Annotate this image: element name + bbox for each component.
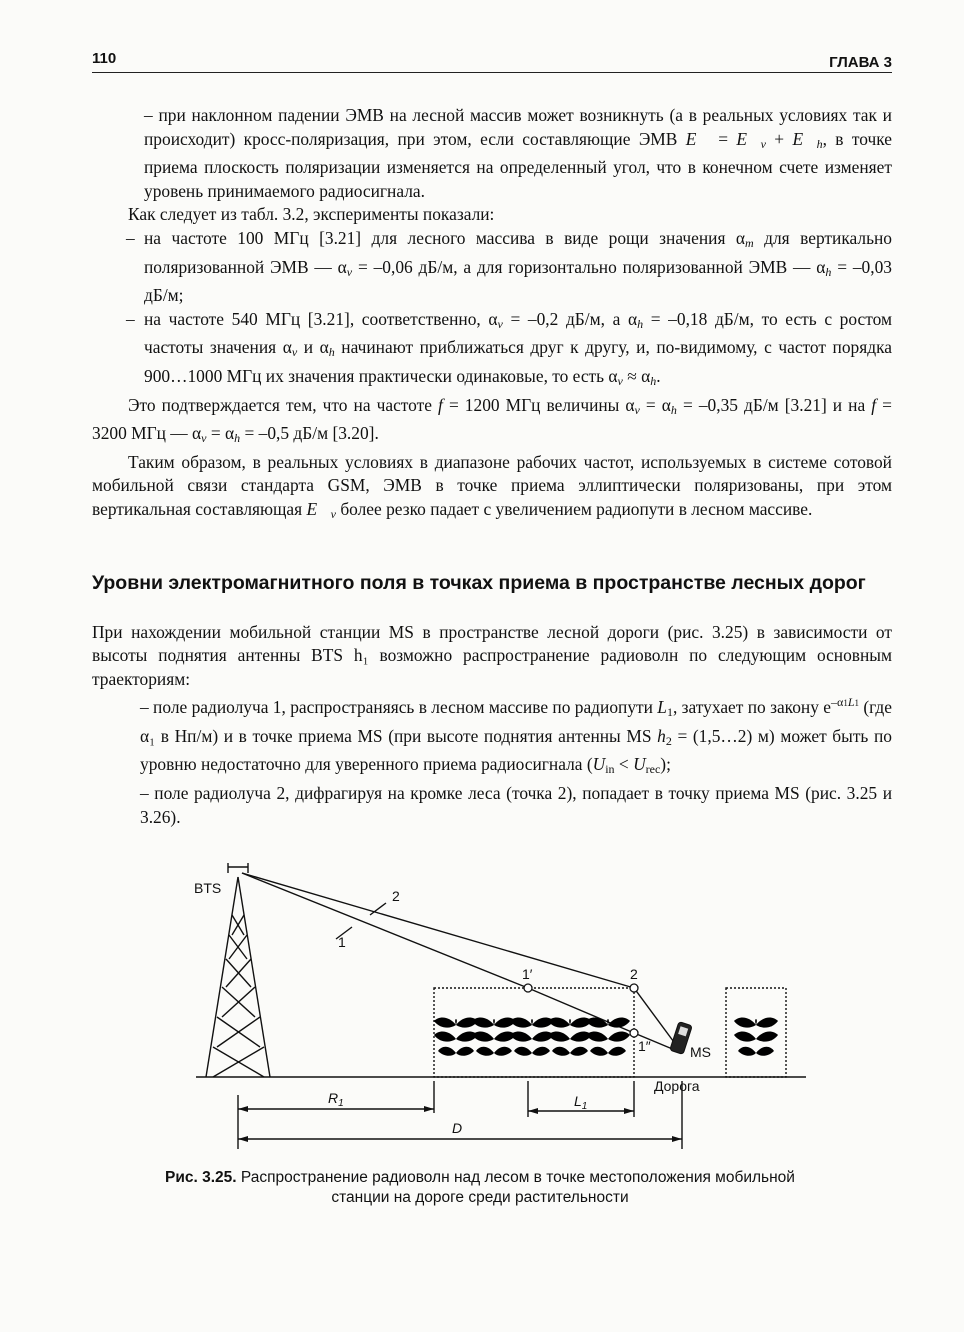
figure-caption <box>160 1168 800 1208</box>
list-item-ray-1: – поле радиолуча 1, распространяясь в лесном массиве по радиопути L1, затухает по закону $e^{-\alpha 1L1}$ (где α₁ в Нп/м) и в точке приема MS (при высоте поднятия антенны MS h2 = (1,5…2) м) может быть по уровню недостаточно для уверенного приема радиосигнала (Uin < Urec); <box>140 695 892 777</box>
point-2 <box>630 984 638 992</box>
forest-block <box>434 988 634 1077</box>
point-1-double-prime <box>630 1029 638 1037</box>
chapter-title: ГЛАВА 3 <box>829 54 892 71</box>
label-road: Дорога <box>654 1078 700 1094</box>
paragraph-ms-location: При нахождении мобильной станции MS в пространстве лесной дороги (рис. 3.25) в зависимости от высоты поднятия антенны BTS h₁ возможно распространение радиоволн по следующим основным траекториям: <box>92 621 892 689</box>
list-item-ray-2: – поле радиолуча 2, дифрагируя на кромке леса (точка 2), попадает в точку приема MS (рис. 3.25 и 3.26). <box>140 783 892 827</box>
label-point-1-prime: 1′ <box>522 966 533 982</box>
list-item-540mhz: – на частоте 540 МГц [3.21], соответственно, $\alpha_v = -0,2$ дБ/м, а $\alpha_h = -0,18$ дБ/м, то есть с ростом частоты значения $\alpha_v$ и $\alpha_h$ начинают приближаться друг к другу, и, по-видимому, с частот порядка 900…1000 МГц их значения практически одинаковые, то есть $\alpha_v \approx \alpha_h$. <box>126 308 892 388</box>
label-ray-1: 1 <box>338 934 346 950</box>
label-point-1-double-prime: 1″ <box>638 1038 651 1054</box>
paragraph-experiments: Как следует из табл. 3.2, эксперименты показали: <box>128 204 495 225</box>
caption-text: Распространение радиоволн над лесом в точке местоположения мобильной станции на дороге среди растительности <box>240 1169 795 1206</box>
paragraph-confirmation: Это подтверждается тем, что на частоте f = 1200 МГц величины $\alpha_v = \alpha_h = -0,35$ дБ/м [3.21] и на f = 3200 МГц — $\alpha_v = \alpha_h = -0,5$ дБ/м [3.20]. <box>92 394 892 446</box>
label-ms: MS <box>690 1044 711 1060</box>
caption-label: Рис. 3.25. <box>165 1169 237 1186</box>
propagation-diagram <box>186 855 826 1155</box>
figure-3-25 <box>186 855 826 1155</box>
ray-1-line <box>242 873 528 988</box>
forest-block-right <box>726 988 786 1077</box>
page-number: 110 <box>92 50 117 67</box>
body-text <box>92 104 892 829</box>
label-point-2: 2 <box>630 966 638 982</box>
ray-2-line <box>242 873 634 988</box>
label-bts: BTS <box>194 880 222 896</box>
label-d: D <box>452 1120 463 1136</box>
mobile-phone-icon <box>670 1022 693 1055</box>
paragraph-conclusion: Таким образом, в реальных условиях в диапазоне рабочих частот, используемых в системе сотовой мобильной связи стандарта GSM, ЭМВ в точке приема эллиптически поляризованы, при этом вертикальная составляющая $E⃗_v$ более резко падает с увеличением радиопути в лесном массиве. <box>92 451 892 521</box>
label-l1: $L_1$ <box>574 1093 588 1112</box>
page-header <box>92 48 892 73</box>
section-title: Уровни электромагнитного поля в точках приема в пространстве лесных дорог <box>92 571 866 594</box>
label-r1: $R_1$ <box>328 1090 344 1109</box>
paragraph-cross-polarization: – при наклонном падении ЭМВ на лесной массив может возникнуть (а в реальных условиях так и происходит) кросс-поляризация, при этом, если составляющие ЭМВ E⃗ = $E⃗_v$ + $E⃗_h$, в точке приема плоскость поляризации изменяется на определенный угол, что в конечном счете изменяет уровень принимаемого радиосигнала. <box>144 105 892 201</box>
label-ray-2: 2 <box>392 888 400 904</box>
point-1-prime <box>524 984 532 992</box>
list-item-100mhz: – на частоте 100 МГц [3.21] для лесного массива в виде рощи значения $\alpha_m$ для вертикально поляризованной ЭМВ — $\alpha_v = -0,06$ дБ/м, а для горизонтально поляризованной ЭМВ — $\alpha_h = -0,03$ дБ/м; <box>126 227 893 306</box>
